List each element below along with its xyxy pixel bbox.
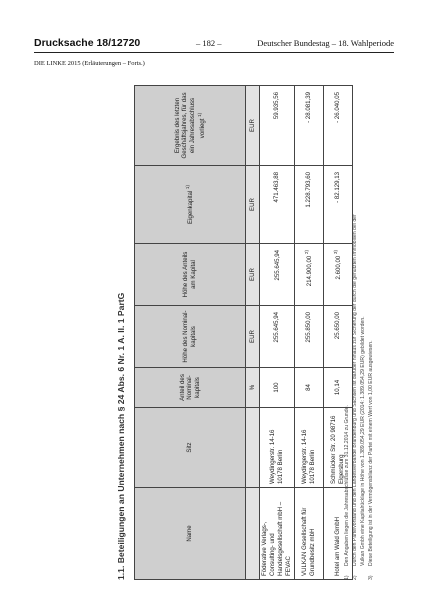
footnote xyxy=(368,86,376,580)
footnote-mark: 2) xyxy=(351,575,358,580)
company-address: Schmücker Str. 20 98716 Elgersburg xyxy=(323,408,352,488)
section-title: 1.1. Beteiligungen an Unternehmen nach § 24 Abs. 6 Nr. 1 A. II. 1 PartG xyxy=(116,292,126,580)
footnote xyxy=(360,86,368,580)
table-header-row xyxy=(135,86,246,580)
company-address: Weydingerstr. 14-16 10178 Berlin xyxy=(294,408,323,488)
share-amount: 255.645,94 xyxy=(260,244,295,306)
column-header: Sitz xyxy=(135,408,246,488)
column-header: Eigenkapital $^{1)}$ xyxy=(135,166,246,244)
footnote-mark: 3) xyxy=(367,575,374,580)
share-percent: 84 xyxy=(294,368,323,408)
nominal-capital: 255.645,94 xyxy=(260,306,295,368)
unit-cell: EUR xyxy=(246,306,260,368)
result: - 26.040,05 xyxy=(323,86,352,166)
footnote-text: Den Angaben liegen die Jahresabschlüsse zum 31.12.2014 zu Grunde. xyxy=(344,405,350,566)
table-unit-row xyxy=(246,86,260,580)
footnote xyxy=(344,86,352,580)
share-amount: 2.600,00 $^{3)}$ xyxy=(323,244,352,306)
table-row xyxy=(294,86,323,580)
footnote-mark xyxy=(360,566,368,580)
unit-cell xyxy=(246,488,260,580)
footnotes xyxy=(344,86,376,580)
equity: - 82.129,13 xyxy=(323,166,352,244)
unit-cell: EUR xyxy=(246,86,260,166)
company-name: Hotel am Wald GmbH xyxy=(323,488,352,580)
footnote-mark: 1) xyxy=(344,575,350,580)
column-header: Name xyxy=(135,488,246,580)
footnote xyxy=(352,86,360,580)
page-number: – 182 – xyxy=(196,38,222,48)
equity: 471.463,88 xyxy=(260,166,295,244)
share-amount: 214.900,00 $^{2)}$ xyxy=(294,244,323,306)
share-percent: 100 xyxy=(260,368,295,408)
company-address: Weydingerstr. 14-16 10178 Berlin xyxy=(260,408,295,488)
unit-cell xyxy=(246,408,260,488)
column-header: Höhe des Nominal-kapitals xyxy=(135,306,246,368)
company-name: Föderative Verlags-, Consulting- und Handelsgesellschaft mbH – FEVAC xyxy=(260,488,295,580)
section-subheader: DIE LINKE 2015 (Erläuterungen – Forts.) xyxy=(34,60,145,67)
company-name: VULKAN Gesellschaft für Grundbesitz mbH xyxy=(294,488,323,580)
nominal-capital: 255.850,00 xyxy=(294,306,323,368)
publisher-title: Deutscher Bundestag – 18. Wahlperiode xyxy=(257,38,394,48)
result: - 28.081,39 xyxy=(294,86,323,166)
nominal-capital: 25.650,00 xyxy=(323,306,352,368)
result: 59.935,56 xyxy=(260,86,295,166)
unit-cell: % xyxy=(246,368,260,408)
column-header: Höhe des Anteils am Kapital xyxy=(135,244,246,306)
share-percent: 10,14 xyxy=(323,368,352,408)
participations-table xyxy=(134,85,353,580)
rotated-scan xyxy=(116,86,424,580)
table-row xyxy=(260,86,295,580)
equity: 1.228.793,60 xyxy=(294,166,323,244)
column-header: Ergebnis des letzten Geschäftsjahres, für das ein Jahresabschluss vorliegt $^{1)}$ xyxy=(135,86,246,166)
document-number: Drucksache 18/12720 xyxy=(34,37,141,49)
footnote-text: Vulkan Gmbh eine Kapitalrücklage in Höhe von 1.389.054,29 EUR (2014: 1.389.054,29 EUR) gebildet worden. xyxy=(359,316,366,566)
header-rule xyxy=(34,52,394,53)
column-header: Anteil des Nominal-kapitals xyxy=(135,368,246,408)
footnote-text: Durch den Parteivorstand und den Landesverbände Brandenburg und Sachsen ist darüber hinaus zur Sicherung der durch die genutzten Immobilien bei der xyxy=(351,214,358,566)
page-header xyxy=(34,37,394,51)
unit-cell: EUR xyxy=(246,166,260,244)
footnote-text: Diese Beteiligung ist in der Vermögensbilanz der Partei mit einem Wert von 1,00 EUR ausgewiesen. xyxy=(367,340,374,566)
unit-cell: EUR xyxy=(246,244,260,306)
